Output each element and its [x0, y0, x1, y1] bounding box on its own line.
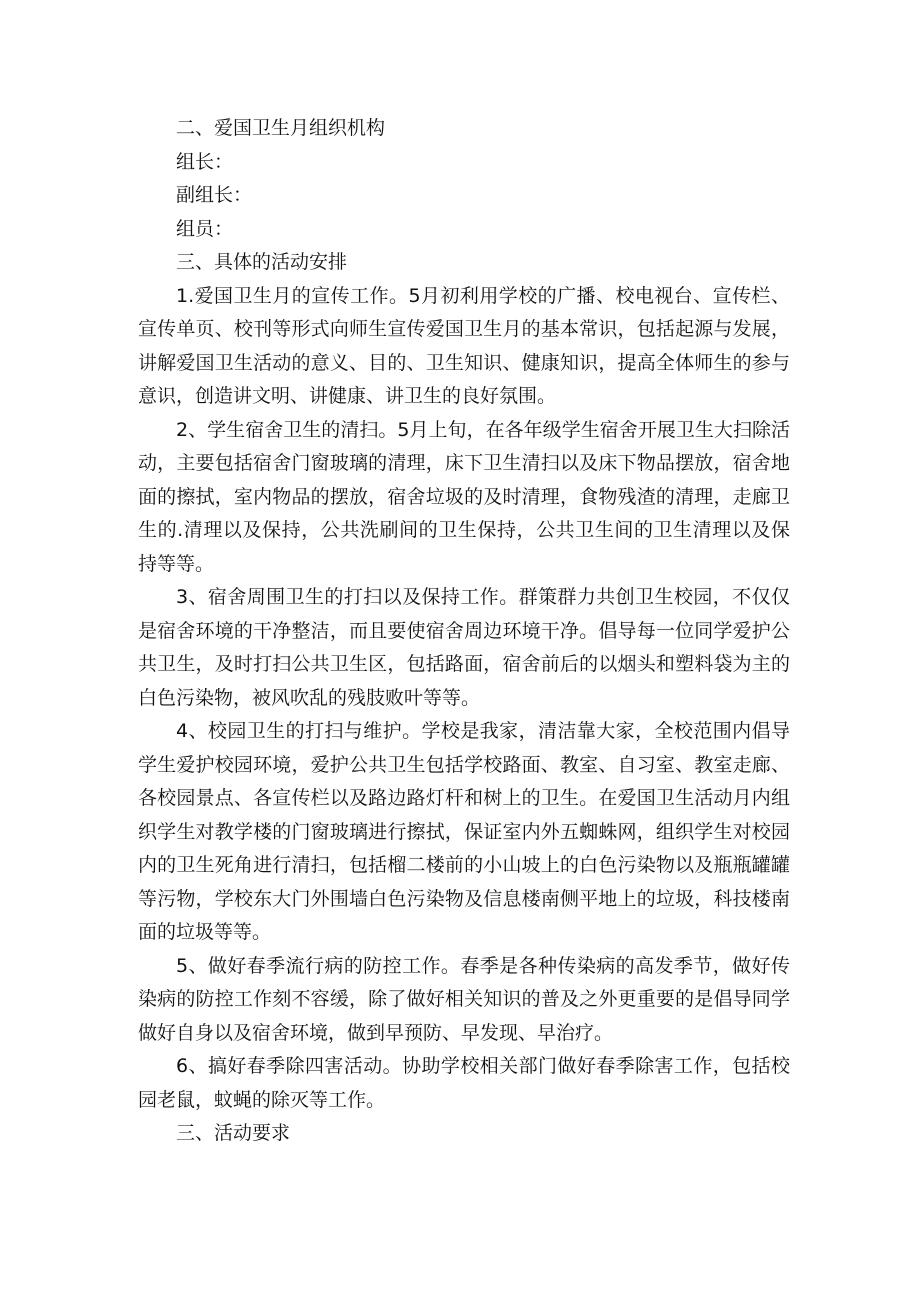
activity-item-1: 1.爱国卫生月的宣传工作。5月初利用学校的广播、校电视台、宣传栏、宣传单页、校刊等形式向师生宣传爱国卫生月的基本常识，包括起源与发展，讲解爱国卫生活动的意义、目的、卫生知识、健康知识，提高全体师生的参与意识，创造讲文明、讲健康、讲卫生的良好氛围。 [138, 284, 790, 407]
leader-line: 组长： [176, 150, 234, 173]
activity-item-2: 2、学生宿舍卫生的清扫。5月上旬，在各年级学生宿舍开展卫生大扫除活动，主要包括宿舍门窗玻璃的清理，床下卫生清扫以及床下物品摆放，宿舍地面的擦拭，室内物品的摆放，宿舍垃圾的及时清理，食物残渣的清理，走廊卫生的.清理以及保持，公共洗刷间的卫生保持，公共卫生间的卫生清理以及保持等等。 [138, 418, 790, 575]
document-body [138, 112, 790, 1151]
activity-item-4: 4、校园卫生的打扫与维护。学校是我家，清洁靠大家，全校范围内倡导学生爱护校园环境，爱护公共卫生包括学校路面、教室、自习室、教室走廊、各校园景点、各宣传栏以及路边路灯杆和树上的卫生。在爱国卫生活动月内组织学生对教学楼的门窗玻璃进行擦拭，保证室内外五蜘蛛网，组织学生对校园内的卫生死角进行清扫，包括榴二楼前的小山坡上的白色污染物以及瓶瓶罐罐等污物，学校东大门外围墙白色污染物及信息楼南侧平地上的垃圾，科技楼南面的垃圾等等。 [138, 720, 790, 943]
activity-item-3: 3、宿舍周围卫生的打扫以及保持工作。群策群力共创卫生校园，不仅仅是宿舍环境的干净整洁，而且要使宿舍周边环境干净。倡导每一位同学爱护公共卫生，及时打扫公共卫生区，包括路面，宿舍前后的以烟头和塑料袋为主的白色污染物，被风吹乱的残肢败叶等等。 [138, 586, 790, 709]
activity-item-6: 6、搞好春季除四害活动。协助学校相关部门做好春季除害工作，包括校园老鼠，蚊蝇的除灭等工作。 [138, 1055, 790, 1111]
activity-item-5: 5、做好春季流行病的防控工作。春季是各种传染病的高发季节，做好传染病的防控工作刻不容缓，除了做好相关知识的普及之外更重要的是倡导同学做好自身以及宿舍环境，做到早预防、早发现、早治疗。 [138, 954, 790, 1044]
vice-leader-line: 副组长： [176, 184, 253, 206]
section-heading-organization: 二、爱国卫生月组织机构 [176, 117, 386, 139]
section-heading-activities: 三、具体的活动安排 [176, 251, 348, 273]
section-heading-requirements: 三、活动要求 [176, 1122, 291, 1144]
members-line: 组员： [176, 217, 234, 240]
